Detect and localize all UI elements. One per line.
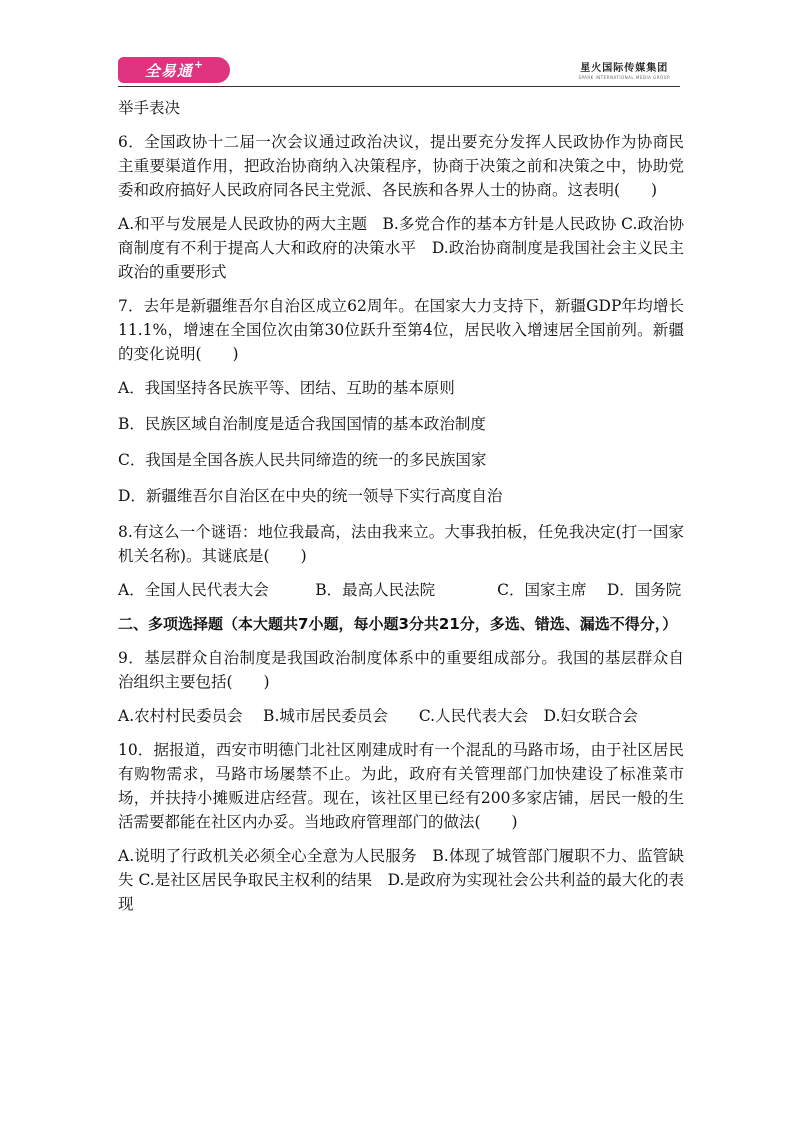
section-2-title: 二、多项选择题（本大题共7小题，每小题3分共21分，多选、错选、漏选不得分，） [118,615,678,633]
document-body [118,96,684,926]
brand-logo [118,57,230,83]
question-7-option-c: C．我国是全国各族人民共同缔造的统一的多民族国家 [118,451,487,469]
publisher-name-en: SPARK INTERNATIONAL MEDIA GROUP [578,75,670,80]
question-6-options: A.和平与发展是人民政协的两大主题 B.多党合作的基本方针是人民政协 C.政治协商制度有不利于提高人大和政府的决策水平 D.政治协商制度是我国社会主义民主政治的重要形式 [118,215,684,281]
question-7-option-d: D．新疆维吾尔自治区在中央的统一领导下实行高度自治 [118,487,503,505]
question-7-option-a: A．我国坚持各民族平等、团结、互助的基本原则 [118,379,455,397]
logo-plus-icon: + [193,57,204,71]
question-10-stem: 10．据报道，西安市明德门北社区刚建成时有一个混乱的马路市场，由于社区居民有购物需求，马路市场屡禁不止。为此，政府有关管理部门加快建设了标准菜市场，并扶持小摊贩进店经营。现在，该社区里已经有200多家店铺，居民一般的生活需要都能在社区内办妥。当地政府管理部门的做法( ) [118,741,684,831]
header-divider [118,86,680,87]
question-10-options: A.说明了行政机关必须全心全意为人民服务 B.体现了城管部门履职不力、监管缺失 C.是社区居民争取民主权利的结果 D.是政府为实现社会公共利益的最大化的表现 [118,847,684,913]
publisher-name-cn: 星火国际传媒集团 [580,63,669,74]
question-8-stem: 8.有这么一个谜语：地位我最高，法由我来立。大事我拍板，任免我决定(打一国家机关名称)。其谜底是( ) [118,523,684,565]
logo-text: 全易通 [144,61,193,80]
intro-line: 举手表决 [118,99,181,117]
question-7-option-b: B．民族区域自治制度是适合我国国情的基本政治制度 [118,415,486,433]
question-8-options: A．全国人民代表大会 B．最高人民法院 C．国家主席 D．国务院 [118,581,682,599]
question-7-stem: 7．去年是新疆维吾尔自治区成立62周年。在国家大力支持下，新疆GDP年均增长11.1%，增速在全国位次由第30位跃升至第4位，居民收入增速居全国前列。新疆的变化说明( ) [118,297,684,363]
page-header [118,55,680,87]
question-6-stem: 6．全国政协十二届一次会议通过政治决议，提出要充分发挥人民政协作为协商民主重要渠道作用，把政治协商纳入决策程序，协商于决策之前和决策之中，协助党委和政府搞好人民政府同各民主党派、各民族和各界人士的协商。这表明( ) [118,133,684,199]
publisher-name [578,59,670,80]
question-9-stem: 9．基层群众自治制度是我国政治制度体系中的重要组成部分。我国的基层群众自治组织主要包括( ) [118,649,684,691]
question-9-options: A.农村村民委员会 B.城市居民委员会 C.人民代表大会 D.妇女联合会 [118,707,638,725]
